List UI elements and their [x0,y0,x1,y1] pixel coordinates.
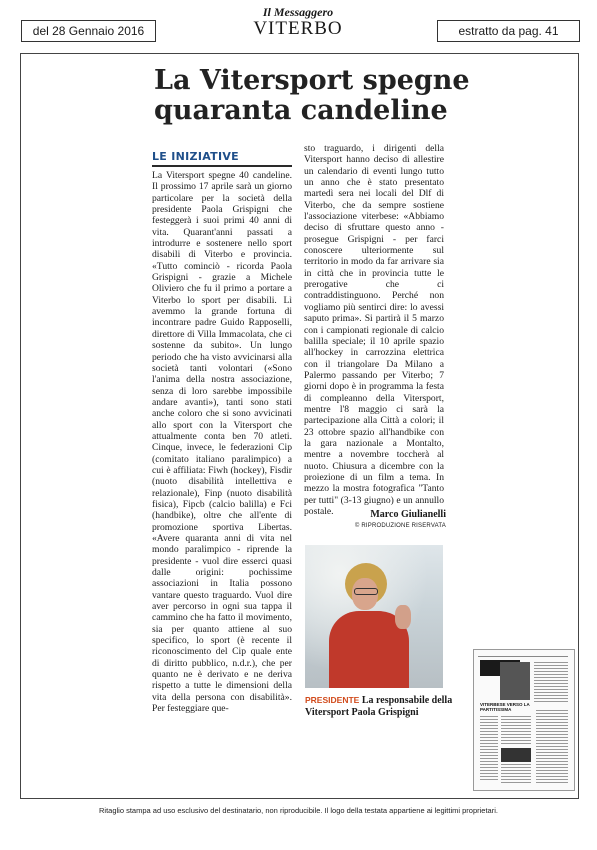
masthead-brand: Il Messaggero [262,5,334,19]
thumb-text-lines [501,764,531,784]
masthead-city: VITERBO [253,18,343,39]
photo-caption [305,694,455,719]
thumb-text-lines [501,716,531,744]
masthead-logo [228,6,368,39]
article-column-1: La Vitersport spegne 40 candeline. Il prossimo 17 aprile sarà un giorno particolare per la società della presidente Paola Grispigni che festeggerà i suoi primi 40 anni di vita. Quarant'anni passati a introdurre e sostenere nello sport disabili di Viterbo e provincia. «Tutto cominciò - ricorda Paola Grispigni - grazie a Michele Oliviero che fu il primo a portare a Viterbo lo sport per disabili. Lì avemmo la grande fortuna di incontrare padre Guido Rapposelli, direttore di Villa Immacolata, che ci sostenne da subito». Un lungo periodo che ha visto avvicinarsi alla società tanti volontari («Sono l'anima della nostra associazione, senza di loro sarebbe impossibile andare avanti»), tanti sono stati anche coloro che si sono avvicinati allo sport con la Vitersport che attualmente conta ben 70 atleti. Cinque, invece, le federazioni Cip (comitato italiano paralimpico) a cui è affiliata: Fiwh (hockey), Fisdir (nuoto disabilità intellettiva e relazionale), Finp (nuoto disabilità fisica), Fipcb (calcio balilla) e Fci (handbike), oltre che all'ente di promozione sportiva Libertas. «Avere quaranta anni di vita nel mondo paralimpico - riprende la presidente - vuol dire esserci quasi dalle origini: pochissime associazioni in Italia possono vantare questo traguardo. Vuol dire aver percorso in ogni sua tappa il cammino che ha fatto il movimento, sia per quanto attiene al suo specifico, lo sport (è recente il riconoscimento del Cip quale ente di diritto pubblico, n.d.r.), che per quanto ne è derivato e ne deriva rispetto a tutte le dimensioni della vita della persona con disabilità». Per festeggiare que- [152,170,292,715]
article-photo [305,545,443,688]
publication-date: del 28 Gennaio 2016 [32,24,145,38]
photo-person-hand [395,605,411,629]
thumb-text-lines [536,710,568,784]
thumb-text-lines [534,662,568,702]
headline-line-1: La Vitersport spegne [154,65,470,96]
byline: Marco Giulianelli [370,509,446,520]
caption-text: La responsabile della Vitersport Paola Grispigni [305,695,453,718]
page-reference-box [437,20,580,42]
footer-notice: Ritaglio stampa ad uso esclusivo del destinatario, non riproducibile. Il logo della testata appartiene ai legittimi proprietari. [99,806,498,815]
page-reference: estratto da pag. 41 [458,24,559,38]
photo-person-glasses [354,588,378,595]
page-thumbnail [473,649,575,791]
article-headline [154,66,574,126]
caption-label: PRESIDENTE [305,695,360,705]
thumb-headline: VITERBESE VERSO LA PARTITISSIMA [480,702,530,712]
thumb-rule [478,656,568,657]
section-tag: LE INIZIATIVE [152,150,292,167]
thumb-text-lines [480,716,498,782]
thumb-photo [500,662,530,700]
headline-line-2: quaranta candeline [154,95,448,126]
thumb-ad-block [501,748,531,762]
article-column-2: sto traguardo, i dirigenti della Vitersport hanno deciso di allestire un calendario di eventi lungo tutto un anno che è stato presentato martedì sera nei locali del Dlf di Viterbo, che da sempre sostiene l'associazione viterbese: «Abbiamo deciso di sfruttare questo anno - prosegue Grispigni - per farci conoscere ulteriormente sul territorio in modo da far arrivare sia in città che in provincia tutte le prerogative che ci contraddistinguono. Perché non vogliamo più sentirci dire: lo avessi saputo prima». Si partirà il 5 marzo con i campionati regionale di calcio balilla speciale; il 10 aprile spazio all'hockey in carrozzina elettrica con il triangolare Da Milano a Palermo passando per Viterbo; 7 giorni dopo è in programma la festa di compleanno della Vitersport, mentre l'8 maggio ci sarà la partecipazione alla Città a colori; il 23 ottobre spazio all'handbike con la gara nazionale a Montalto, mentre a novembre toccherà al nuoto. Chiusura a dicembre con la proiezione di un film a tema. In mezzo la mostra fotografica "Tanto per tutti" (3-13 giugno) e un annullo postale. [304,143,444,517]
copyright-notice: © RIPRODUZIONE RISERVATA [354,523,446,529]
date-box [21,20,156,42]
